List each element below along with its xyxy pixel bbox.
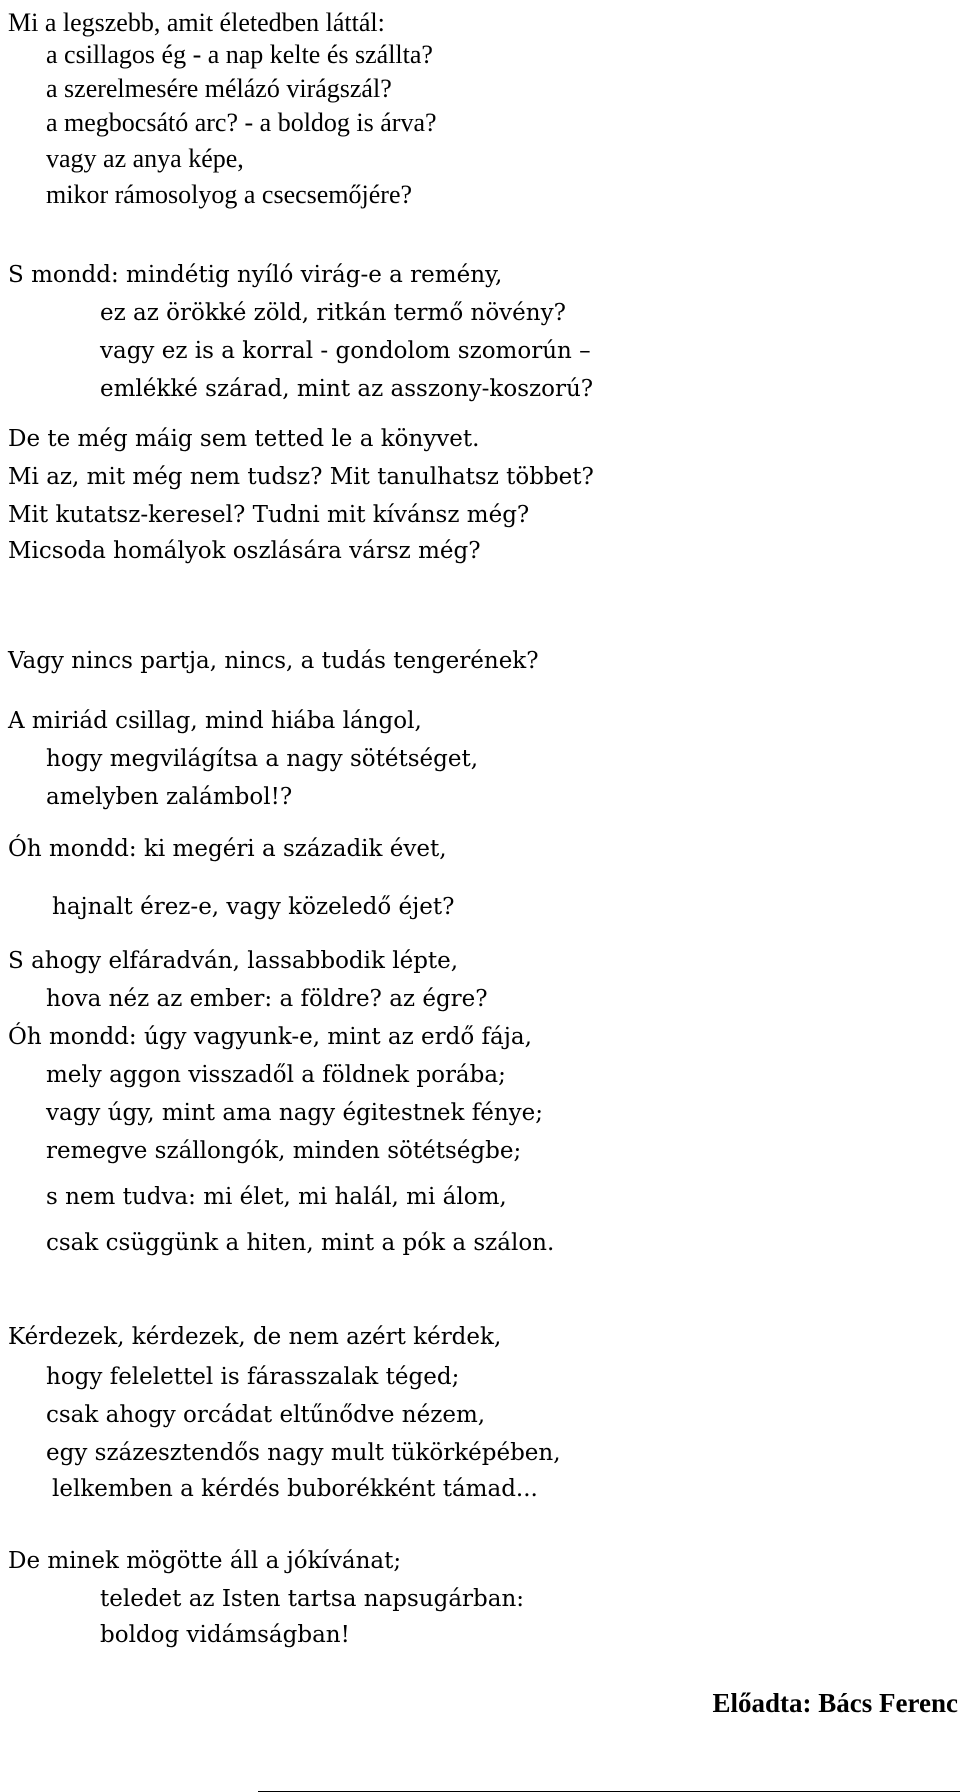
poem-line: boldog vidámságban! [100, 1622, 350, 1648]
poem-line: amelyben zalámbol!? [46, 784, 293, 810]
performer-credit: Előadta: Bács Ferenc [712, 1688, 958, 1718]
poem-line: a csillagos ég - a nap kelte és szállta? [46, 40, 433, 69]
poem-line: teledet az Isten tartsa napsugárban: [100, 1586, 525, 1612]
poem-line: S ahogy elfáradván, lassabbodik lépte, [8, 948, 459, 974]
poem-line: egy százesztendős nagy mult tükörképében, [46, 1440, 561, 1466]
poem-line: Kérdezek, kérdezek, de nem azért kérdek, [8, 1324, 502, 1350]
poem-line: A miriád csillag, mind hiába lángol, [8, 708, 422, 734]
poem-line: vagy ez is a korral - gondolom szomorún – [100, 338, 591, 364]
poem-line: hova néz az ember: a földre? az égre? [46, 986, 488, 1012]
poem-line: Mit kutatsz-keresel? Tudni mit kívánsz még? [8, 502, 530, 528]
poem-line: a megbocsátó arc? - a boldog is árva? [46, 108, 437, 137]
poem-line: remegve szállongók, minden sötétségbe; [46, 1138, 522, 1164]
poem-line: vagy az anya képe, [46, 144, 244, 173]
poem-line: hajnalt érez-e, vagy közeledő éjet? [52, 894, 455, 920]
poem-line: De minek mögötte áll a jókívánat; [8, 1548, 402, 1574]
poem-line: vagy úgy, mint ama nagy égitestnek fénye; [46, 1100, 544, 1126]
poem-line: Óh mondd: ki megéri a századik évet, [8, 836, 447, 862]
poem-line: ez az örökké zöld, ritkán termő növény? [100, 300, 566, 326]
poem-line: csak csüggünk a hiten, mint a pók a szálon. [46, 1230, 555, 1256]
poem-line: Micsoda homályok oszlására vársz még? [8, 538, 481, 564]
poem-line: mikor rámosolyog a csecsemőjére? [46, 180, 413, 209]
poem-line: S mondd: mindétig nyíló virág-e a remény, [8, 262, 503, 288]
poem-line: lelkemben a kérdés buborékként támad... [52, 1476, 538, 1502]
poem-line: a szerelmesére mélázó virágszál? [46, 74, 392, 103]
poem-line: s nem tudva: mi élet, mi halál, mi álom, [46, 1184, 507, 1210]
poem-line: mely aggon visszadől a földnek porába; [46, 1062, 506, 1088]
poem-line: Mi az, mit még nem tudsz? Mit tanulhatsz többet? [8, 464, 594, 490]
poem-line: Óh mondd: úgy vagyunk-e, mint az erdő fája, [8, 1024, 532, 1050]
poem-line: csak ahogy orcádat eltűnődve nézem, [46, 1402, 486, 1428]
poem-line: Mi a legszebb, amit életedben láttál: [8, 8, 385, 37]
poem-line: hogy megvilágítsa a nagy sötétséget, [46, 746, 479, 772]
poem-line: hogy felelettel is fárasszalak téged; [46, 1364, 460, 1390]
poem-line: De te még máig sem tetted le a könyvet. [8, 426, 480, 452]
poem-line: Vagy nincs partja, nincs, a tudás tengerének? [8, 648, 539, 674]
poem-line: emlékké szárad, mint az asszony-koszorú? [100, 376, 594, 402]
